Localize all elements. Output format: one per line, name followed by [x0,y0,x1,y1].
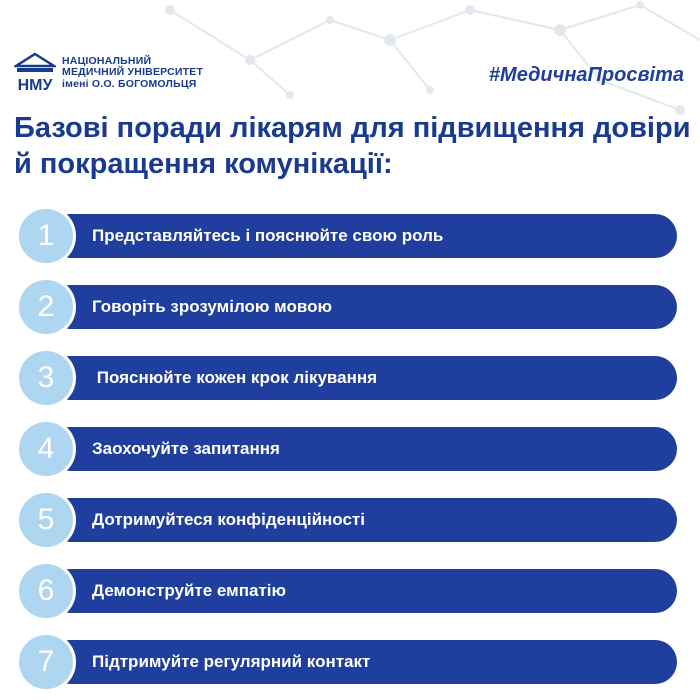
tip-number: 3 [37,361,55,394]
tip-label: Дотримуйтеся конфіденційності [92,510,365,529]
tip-item-6 [0,561,700,621]
tip-number: 4 [37,432,55,465]
tip-item-5 [0,490,700,550]
hashtag: #МедичнаПросвіта [488,64,684,86]
tip-item-4 [0,419,700,479]
tip-number: 1 [37,219,55,252]
svg-text:НМУ: НМУ [17,77,53,94]
tip-item-2 [0,277,700,337]
tip-number: 5 [37,503,55,536]
institution-line-1: НАЦІОНАЛЬНИЙ [62,54,152,67]
tip-number: 6 [37,574,55,607]
institution-line-2: МЕДИЧНИЙ УНІВЕРСИТЕТ [62,66,204,79]
tip-label: Підтримуйте регулярний контакт [92,652,371,671]
tip-item-3 [0,348,700,408]
tip-label: Пояснюйте кожен крок лікування [92,368,378,387]
tip-label: Заохочуйте запитання [92,439,280,458]
tip-number: 2 [37,290,55,323]
institution-line-3: імені О.О. БОГОМОЛЬЦЯ [62,77,197,90]
tip-label: Представляйтесь і пояснюйте свою роль [92,226,444,245]
tip-number: 7 [37,645,55,678]
tip-item-7 [0,632,700,692]
tip-item-1 [0,206,700,266]
page-title: Базові поради лікарям для підвищення довіри й покращення комунікації: [14,112,691,180]
tip-label: Говоріть зрозумілою мовою [92,297,333,316]
tip-label: Демонструйте емпатію [92,581,286,600]
